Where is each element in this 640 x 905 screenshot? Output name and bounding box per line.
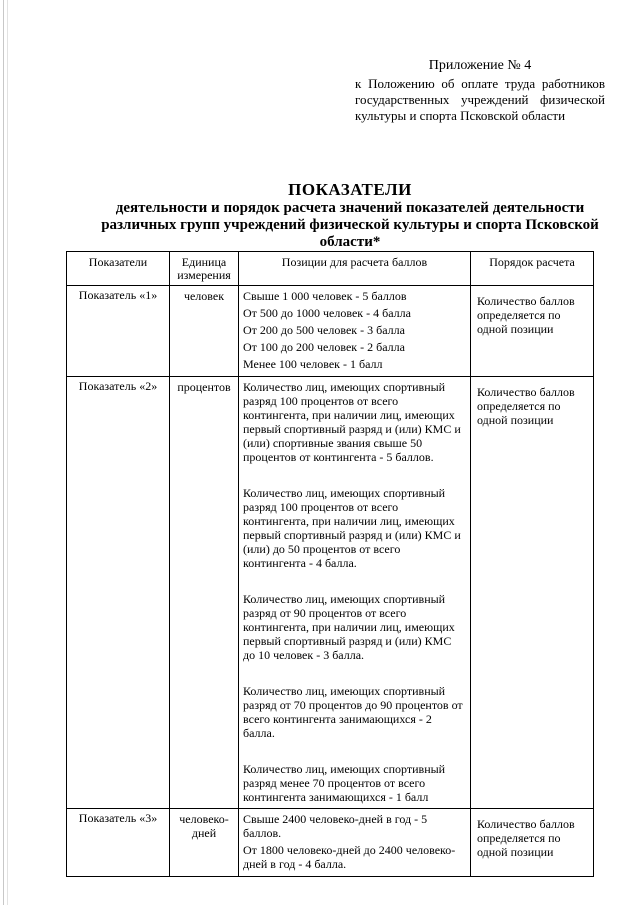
position-item: Количество лиц, имеющих спортивный разряд 100 процентов от всего контингента, при наличии лиц, имеющих первый спортивный разряд и (или) КМС и (или) спортивные звания свыше 50 процентов от контингента - 5 баллов. xyxy=(243,380,461,464)
indicators-table xyxy=(66,251,594,877)
table-row xyxy=(67,286,594,377)
appendix-note xyxy=(355,58,605,124)
document-heading xyxy=(90,180,610,251)
table-row xyxy=(67,377,594,809)
position-item: От 500 до 1000 человек - 4 балла xyxy=(243,306,411,320)
position-item: От 200 до 500 человек - 3 балла xyxy=(243,323,405,337)
header-indicator: Показатели xyxy=(67,252,170,286)
position-item: Свыше 2400 человеко-дней в год - 5 баллов. xyxy=(243,812,428,840)
position-item: От 1800 человеко-дней до 2400 человеко-дней в год - 4 балла. xyxy=(243,843,456,871)
order-cell: Количество баллов определяется по одной позиции xyxy=(471,286,594,377)
unit-cell: человек xyxy=(170,286,239,377)
appendix-text: к Положению об оплате труда работников государственных учреждений физической культуры и спорта Псковской области xyxy=(355,76,605,123)
position-item: Менее 100 человек - 1 балл xyxy=(243,357,383,371)
indicator-cell: Показатель «3» xyxy=(67,809,170,877)
header-unit: Единица измерения xyxy=(170,252,239,286)
position-item: Количество лиц, имеющих спортивный разряд 100 процентов от всего контингента, при наличии лиц, имеющих первый спортивный разряд и (или) КМС и (или) до 50 процентов от всего контингента - 4 балла. xyxy=(243,486,461,570)
position-item: От 100 до 200 человек - 2 балла xyxy=(243,340,405,354)
unit-cell: процентов xyxy=(170,377,239,809)
document-title: ПОКАЗАТЕЛИ xyxy=(288,180,412,199)
indicator-cell: Показатель «1» xyxy=(67,286,170,377)
positions-cell xyxy=(239,286,471,377)
indicator-cell: Показатель «2» xyxy=(67,377,170,809)
header-positions: Позиции для расчета баллов xyxy=(239,252,471,286)
position-item: Количество лиц, имеющих спортивный разряд менее 70 процентов от всего контингента занимающихся - 1 балл xyxy=(243,762,446,804)
order-cell: Количество баллов определяется по одной позиции xyxy=(471,377,594,809)
positions-cell xyxy=(239,377,471,809)
scan-edge-line xyxy=(7,0,8,905)
scan-edge-line xyxy=(3,0,4,905)
table-header-row xyxy=(67,252,594,286)
position-item: Количество лиц, имеющих спортивный разряд от 90 процентов от всего контингента, при наличии лиц, имеющих первый спортивный разряд и (или) КМС до 10 человек - 3 балла. xyxy=(243,592,455,662)
appendix-title: Приложение № 4 xyxy=(428,58,532,73)
unit-cell: человеко-дней xyxy=(170,809,239,877)
position-item: Количество лиц, имеющих спортивный разряд от 70 процентов до 90 процентов от всего контингента занимающихся - 2 балла. xyxy=(243,684,463,740)
header-order: Порядок расчета xyxy=(471,252,594,286)
document-subtitle: деятельности и порядок расчета значений показателей деятельности различных групп учреждений физической культуры и спорта Псковской области* xyxy=(101,200,599,250)
positions-cell xyxy=(239,809,471,877)
order-cell: Количество баллов определяется по одной позиции xyxy=(471,809,594,877)
table-row xyxy=(67,809,594,877)
position-item: Свыше 1 000 человек - 5 баллов xyxy=(243,289,407,303)
